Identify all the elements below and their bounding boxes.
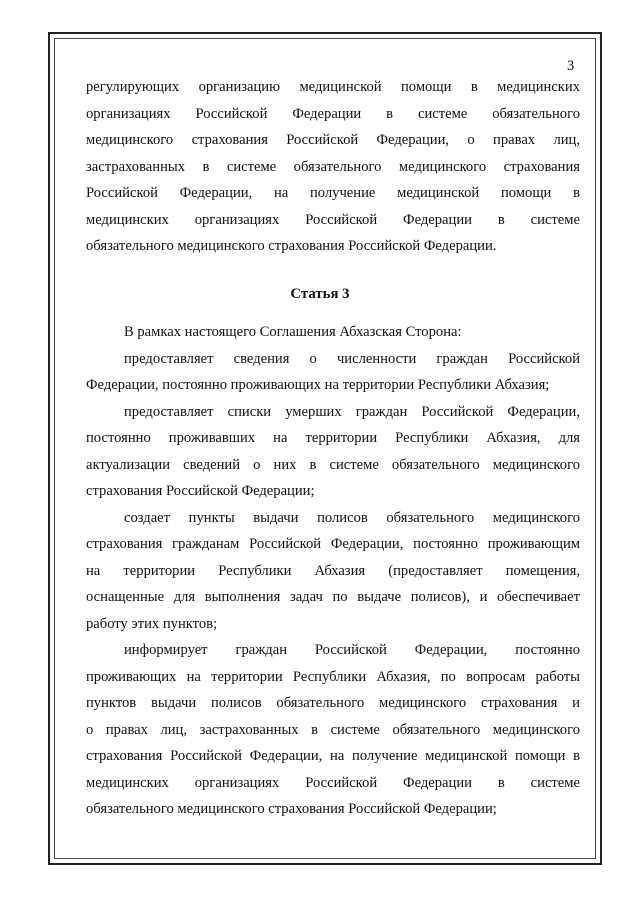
text-line: страхования гражданам Российской Федерации, постоянно проживающим [86,536,580,552]
text-line: застрахованных в системе обязательного медицинского страхования [86,158,580,175]
text-line: Федерации, постоянно проживающих на территории Республики Абхазия; [86,377,550,393]
text-line: постоянно проживавших на территории Республики Абхазия, для [86,430,580,446]
text-line: актуализации сведений о них в системе обязательного медицинского [86,456,580,473]
page-number: 3 [567,58,575,74]
text-line: на территории Республики Абхазия (предоставляет помещения, [86,562,580,579]
text-line: регулирующих организацию медицинской помощи в медицинских [86,79,580,95]
text-line: страхования Российской Федерации, на получение медицинской помощи в [86,748,580,764]
text-line: В рамках настоящего Соглашения Абхазская Сторона: [124,324,462,340]
text-line: медицинских организациях Российской Федерации в системе [86,211,580,228]
article-heading: Статья 3 [290,286,350,302]
text-line: медицинских организациях Российской Федерации в системе [86,774,580,791]
continuation-paragraph [86,77,580,263]
text-line: обязательного медицинского страхования Российской Федерации. [86,238,497,254]
article-body [86,322,580,826]
text-line: обязательного медицинского страхования Российской Федерации; [86,801,497,817]
text-line: создает пункты выдачи полисов обязательного медицинского [124,509,580,526]
text-line: проживающих на территории Республики Абхазия, по вопросам работы [86,668,580,685]
text-line: оснащенные для выполнения задач по выдаче полисов), и обеспечивает [86,589,580,605]
text-line: предоставляет сведения о численности граждан Российской [124,350,580,367]
text-line: Российской Федерации, на получение медицинской помощи в [86,185,580,201]
text-line: организациях Российской Федерации в системе обязательного [86,105,580,122]
text-line: страхования Российской Федерации; [86,483,315,499]
text-line: пунктов выдачи полисов обязательного медицинского страхования и [86,695,580,711]
text-line: информирует граждан Российской Федерации, постоянно [124,642,580,658]
text-line: работу этих пунктов; [86,615,218,632]
text-line: о правах лиц, застрахованных в системе обязательного медицинского [86,721,580,738]
text-line: медицинского страхования Российской Федерации, о правах лиц, [86,132,580,148]
text-line: предоставляет списки умерших граждан Российской Федерации, [124,403,580,420]
